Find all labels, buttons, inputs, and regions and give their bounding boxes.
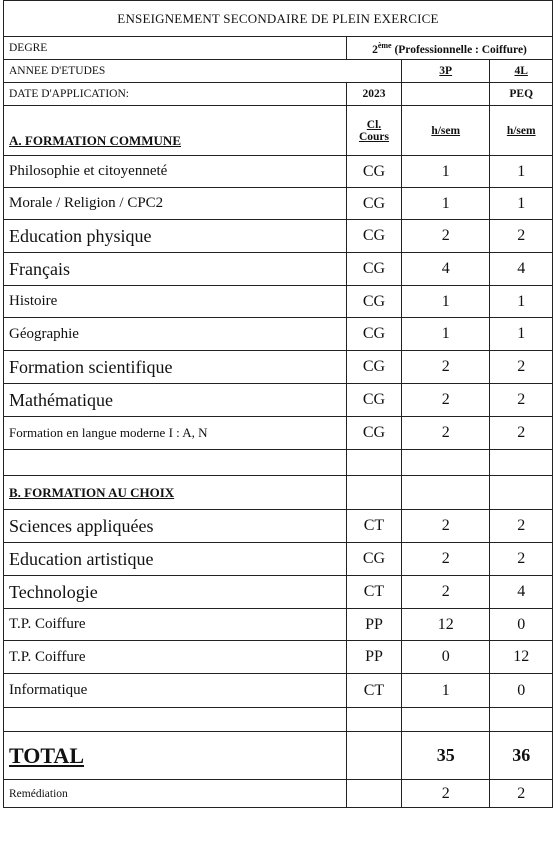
h1-cell: 1 — [401, 286, 489, 318]
h1-cell: 12 — [401, 609, 489, 641]
table-row — [4, 543, 553, 576]
subject-cell: Philosophie et citoyenneté — [4, 156, 347, 188]
annee-col1: 3P — [401, 60, 489, 83]
remediation-h2: 2 — [490, 780, 553, 808]
empty-cell — [490, 450, 553, 476]
h1-cell: 2 — [401, 351, 489, 384]
cl-cell: CT — [346, 510, 401, 543]
h1-cell: 1 — [401, 674, 489, 708]
table-row — [4, 286, 553, 318]
cl-cell: CG — [346, 417, 401, 450]
table-row — [4, 220, 553, 253]
header-row — [4, 1, 553, 37]
total-label: TOTAL — [4, 732, 347, 780]
subject-cell: Mathématique — [4, 384, 347, 417]
section-b-title: B. FORMATION AU CHOIX — [4, 476, 347, 510]
cl-cell: CG — [346, 543, 401, 576]
h1-cell: 2 — [401, 417, 489, 450]
subject-cell: Géographie — [4, 318, 347, 351]
cl-cell: PP — [346, 609, 401, 641]
empty-row — [4, 708, 553, 732]
annee-col2: 4L — [490, 60, 553, 83]
table-row — [4, 641, 553, 674]
empty-row — [4, 450, 553, 476]
cl-cell: CG — [346, 188, 401, 220]
h2-cell: 2 — [490, 543, 553, 576]
h2-cell: 2 — [490, 510, 553, 543]
empty-cell — [401, 476, 489, 510]
subject-cell: Formation en langue moderne I : A, N — [4, 417, 347, 450]
degre-row — [4, 37, 553, 60]
remediation-label: Remédiation — [4, 780, 347, 808]
remediation-h1: 2 — [401, 780, 489, 808]
subject-cell: Education physique — [4, 220, 347, 253]
table-row — [4, 253, 553, 286]
subject-cell: Technologie — [4, 576, 347, 609]
h1-cell: 0 — [401, 641, 489, 674]
total-h1: 35 — [401, 732, 489, 780]
subject-cell: Informatique — [4, 674, 347, 708]
col2-head: h/sem — [490, 106, 553, 156]
cl-cell: CT — [346, 576, 401, 609]
subject-cell: T.P. Coiffure — [4, 641, 347, 674]
date-col2: PEQ — [490, 83, 553, 106]
h2-cell: 1 — [490, 286, 553, 318]
h2-cell: 2 — [490, 220, 553, 253]
empty-cell — [401, 450, 489, 476]
annee-row — [4, 60, 553, 83]
date-label: DATE D'APPLICATION: — [4, 83, 347, 106]
total-h2: 36 — [490, 732, 553, 780]
subject-cell: Formation scientifique — [4, 351, 347, 384]
h2-cell: 1 — [490, 188, 553, 220]
h2-cell: 4 — [490, 576, 553, 609]
degre-sup: ème — [377, 40, 392, 50]
table-row — [4, 384, 553, 417]
date-row — [4, 83, 553, 106]
section-a-header-row — [4, 106, 553, 156]
h1-cell: 1 — [401, 318, 489, 351]
h2-cell: 2 — [490, 417, 553, 450]
table-row — [4, 318, 553, 351]
total-row — [4, 732, 553, 780]
subject-cell: Education artistique — [4, 543, 347, 576]
h1-cell: 2 — [401, 576, 489, 609]
table-row — [4, 576, 553, 609]
degre-rest: (Professionnelle : Coiffure) — [391, 43, 527, 56]
h1-cell: 2 — [401, 510, 489, 543]
subject-cell: Sciences appliquées — [4, 510, 347, 543]
subject-cell: T.P. Coiffure — [4, 609, 347, 641]
table-row — [4, 188, 553, 220]
cl-cours-label — [346, 106, 401, 156]
table-row — [4, 674, 553, 708]
h2-cell: 2 — [490, 384, 553, 417]
empty-cell — [346, 732, 401, 780]
h1-cell: 1 — [401, 156, 489, 188]
cl-cell: CG — [346, 384, 401, 417]
cl-cell: CT — [346, 674, 401, 708]
cl-cell: CG — [346, 156, 401, 188]
cl-cell: CG — [346, 286, 401, 318]
cl-label-1: Cl. — [366, 118, 382, 131]
page-title: ENSEIGNEMENT SECONDAIRE DE PLEIN EXERCICE — [4, 1, 553, 37]
remediation-row — [4, 780, 553, 808]
table-row — [4, 156, 553, 188]
cl-cell: CG — [346, 318, 401, 351]
col1-head: h/sem — [401, 106, 489, 156]
h1-cell: 2 — [401, 220, 489, 253]
empty-cell — [346, 780, 401, 808]
cl-cell: CG — [346, 351, 401, 384]
degre-num: 2 — [372, 43, 378, 56]
empty-cell — [346, 450, 401, 476]
h1-cell: 1 — [401, 188, 489, 220]
h1-cell: 2 — [401, 384, 489, 417]
empty-cell — [4, 450, 347, 476]
h1-cell: 2 — [401, 543, 489, 576]
table-row — [4, 609, 553, 641]
h2-cell: 0 — [490, 609, 553, 641]
h2-cell: 1 — [490, 318, 553, 351]
subject-cell: Morale / Religion / CPC2 — [4, 188, 347, 220]
empty-cell — [401, 708, 489, 732]
curriculum-table — [3, 0, 553, 808]
date-empty-cell — [401, 83, 489, 106]
h2-cell: 4 — [490, 253, 553, 286]
empty-cell — [490, 476, 553, 510]
date-value: 2023 — [346, 83, 401, 106]
h2-cell: 12 — [490, 641, 553, 674]
subject-cell: Histoire — [4, 286, 347, 318]
h2-cell: 2 — [490, 351, 553, 384]
empty-cell — [346, 708, 401, 732]
degre-value — [346, 37, 552, 60]
section-a-title: A. FORMATION COMMUNE — [4, 106, 347, 156]
table-row — [4, 351, 553, 384]
table-row — [4, 417, 553, 450]
section-b-header-row — [4, 476, 553, 510]
h2-cell: 1 — [490, 156, 553, 188]
empty-cell — [4, 708, 347, 732]
h1-cell: 4 — [401, 253, 489, 286]
cl-label-2: Cours — [358, 130, 389, 143]
subject-cell: Français — [4, 253, 347, 286]
h2-cell: 0 — [490, 674, 553, 708]
cl-cell: PP — [346, 641, 401, 674]
empty-cell — [490, 708, 553, 732]
empty-cell — [346, 476, 401, 510]
degre-label: DEGRE — [4, 37, 347, 60]
table-row — [4, 510, 553, 543]
cl-cell: CG — [346, 220, 401, 253]
annee-label: ANNEE D'ETUDES — [4, 60, 402, 83]
cl-cell: CG — [346, 253, 401, 286]
